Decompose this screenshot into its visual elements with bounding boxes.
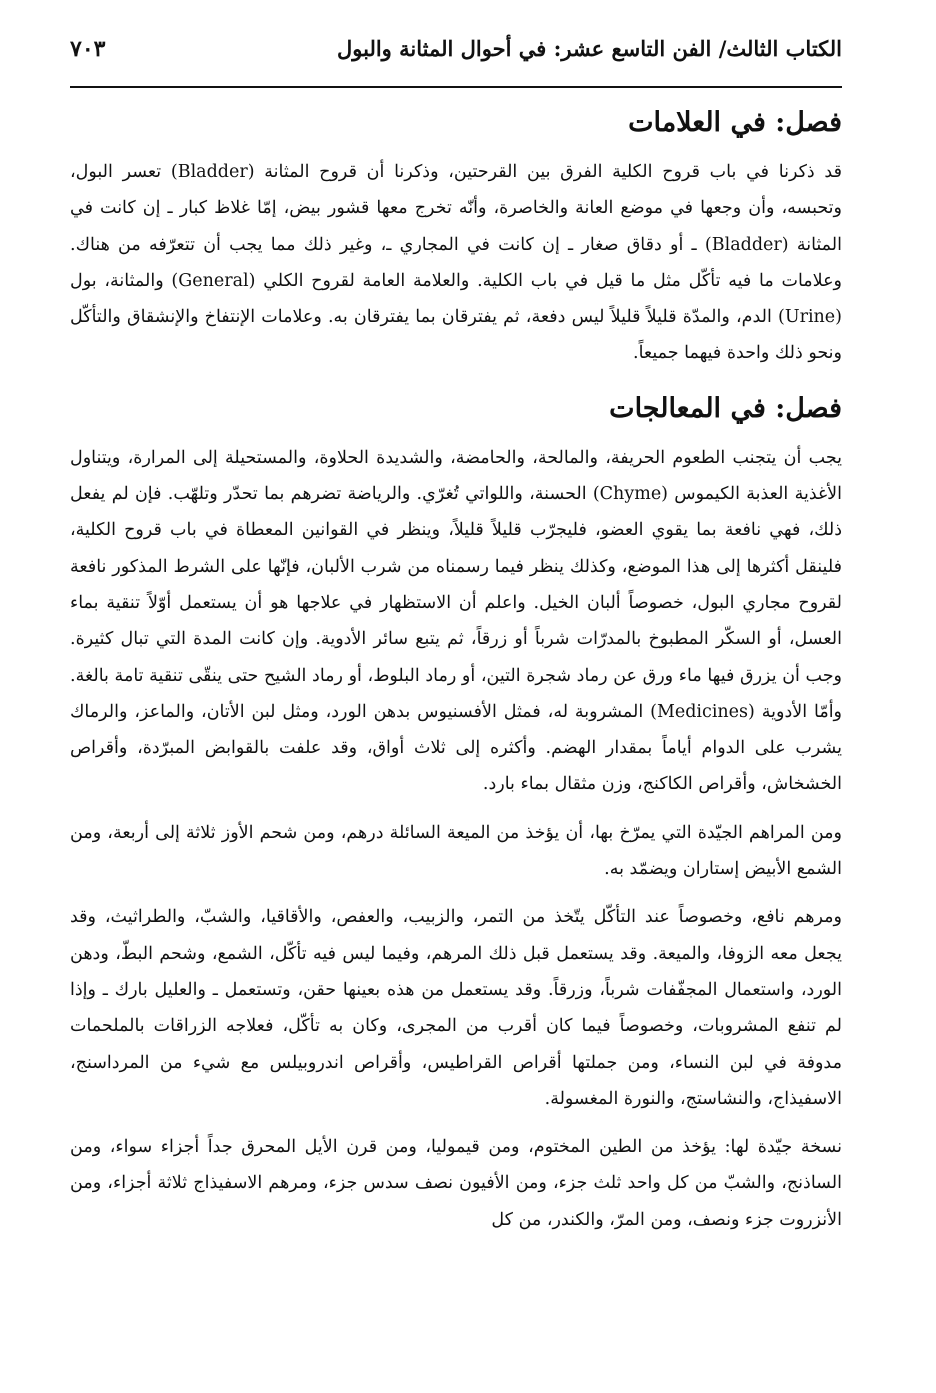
paragraph-useful-ointment: ومرهم نافع، وخصوصاً عند التأكّل يتّخذ من التمر، والزبيب، والعفص، والأقاقيا، والشبّ، والطراثيث، وقد يجعل معه الزوفا، والميعة. وقد يستعمل قبل ذلك المرهم، وفيما ليس فيه تأكّل، الشمع، وشحم البطّ، ودهن الورد، واستعمال المجفّفات شرباً، وزرقاً. وقد يستعمل من هذه بعينها حقن، وتستعمل ـ والعليل بارك ـ وإذا لم تنفع المشروبات، وخصوصاً فيما كان أقرب من المجرى، وكان به تأكّل، فعلاجه الزراقات بالملحمات مدوفة في لبن النساء، ومن جملتها أقراص القراطيس، وأقراص اندروبيلس مع شيء من المرداسنج، الاسفيذاج، والنشاستج، والنورة المغسولة. — [70, 907, 842, 1109]
paragraph-ointment: ومن المراهم الجيّدة التي يمرّخ بها، أن يؤخذ من الميعة السائلة درهم، ومن شحم الأوز ثلاثة إلى أربعة، ومن الشمع الأبيض إستاران ويضمّد به. — [70, 822, 842, 880]
page-body — [70, 98, 842, 1238]
paragraph-signs: قد ذكرنا في باب قروح الكلية الفرق بين القرحتين، وذكرنا أن قروح المثانة (Bladder) تعسر البول، وتحبسه، وأن وجعها في موضع العانة والخاصرة، وأنّه تخرج معها قشور بيض، إمّا غلاظ كبار ـ إن كانت في المثانة (Bladder) ـ أو دقاق صغار ـ إن كانت في المجاري ـ، وغير ذلك مما يجب أن تتعرّفه من هناك. وعلامات ما فيه تأكّل مثل ما قيل في باب الكلية. والعلامة العامة لقروح الكلي (General) والمثانة، بول (Urine) الدم، والمدّة قليلاً قليلاً ليس دفعة، ثم يفترقان بما يفترقان به. وعلامات الإنتفاخ والإنشقاق والتأكّل ونحو ذلك واحدة فيهما جميعاً. — [70, 162, 842, 364]
running-title: الكتاب الثالث/ الفن التاسع عشر: في أحوال المثانة والبول — [337, 36, 842, 61]
spacer — [70, 1117, 842, 1129]
running-header — [70, 36, 842, 70]
spacer — [70, 803, 842, 815]
page-number: ٧٠٣ — [70, 36, 106, 62]
header-rule — [70, 86, 842, 88]
spacer — [70, 372, 842, 384]
paragraph-recipe: نسخة جيّدة لها: يؤخذ من الطين المختوم، ومن قيموليا، ومن قرن الأيل المحرق جداً أجزاء سواء، ومن الساذنج، والشبّ من كل واحد ثلث جزء، ومن الأفيون نصف سدس جزء، ومرهم الاسفيذاج ثلاثة أجزاء، ومن الأنزروت جزء ونصف، ومن المرّ، والكندر، من كل — [70, 1137, 842, 1230]
section-heading-treatments: فصل: في المعالجات — [609, 392, 842, 424]
section-heading-signs: فصل: في العلامات — [628, 107, 842, 138]
spacer — [70, 887, 842, 899]
paragraph-treatment-main: يجب أن يتجنب الطعوم الحريفة، والمالحة، والحامضة، والشديدة الحلاوة، والمستحيلة إلى المرارة، ويتناول الأغذية العذبة الكيموس (Chyme) الحسنة، واللواتي تُغرّي. والرياضة تضرهم بما تحدّر وتلهّب. فإن لم يفعل ذلك، فهي نافعة بما يقوي العضو، فليجرّب قليلاً قليلاً، وينظر في القوانين المعطاة في باب قروح الكلية، فلينقل أكثرها إلى هذا الموضع، وكذلك ينظر فيما رسمناه من شرب الألبان، فإنّها على الشرط المذكور نافعة لقروح مجاري البول، خصوصاً ألبان الخيل. واعلم أن الاستظهار في علاجها هو أن يستعمل أوّلاً تنقية بماء العسل، أو السكّر المطبوخ بالمدرّات شرباً أو زرقاً، ثم يتبع سائر الأدوية. وإن كانت المدة التي تبال كثيرة. وجب أن يزرق فيها ماء ورق عن رماد شجرة التين، أو رماد البلوط، أو رماد الشيح حتى ينقّى تنقية تامة بالغة. وأمّا الأدوية (Medicines) المشروبة له، فمثل الأفسنيوس بدهن الورد، ومثل لبن الأتان، والماعز، والرماك يشرب على الدوام أياماً بمقدار الهضم. وأكثره إلى ثلاث أواق، وقد علفت بالقوابض المبرّدة، وأقراص الخشخاش، وأقراص الكاكنج، وزن مثقال بماء بارد. — [70, 447, 843, 795]
